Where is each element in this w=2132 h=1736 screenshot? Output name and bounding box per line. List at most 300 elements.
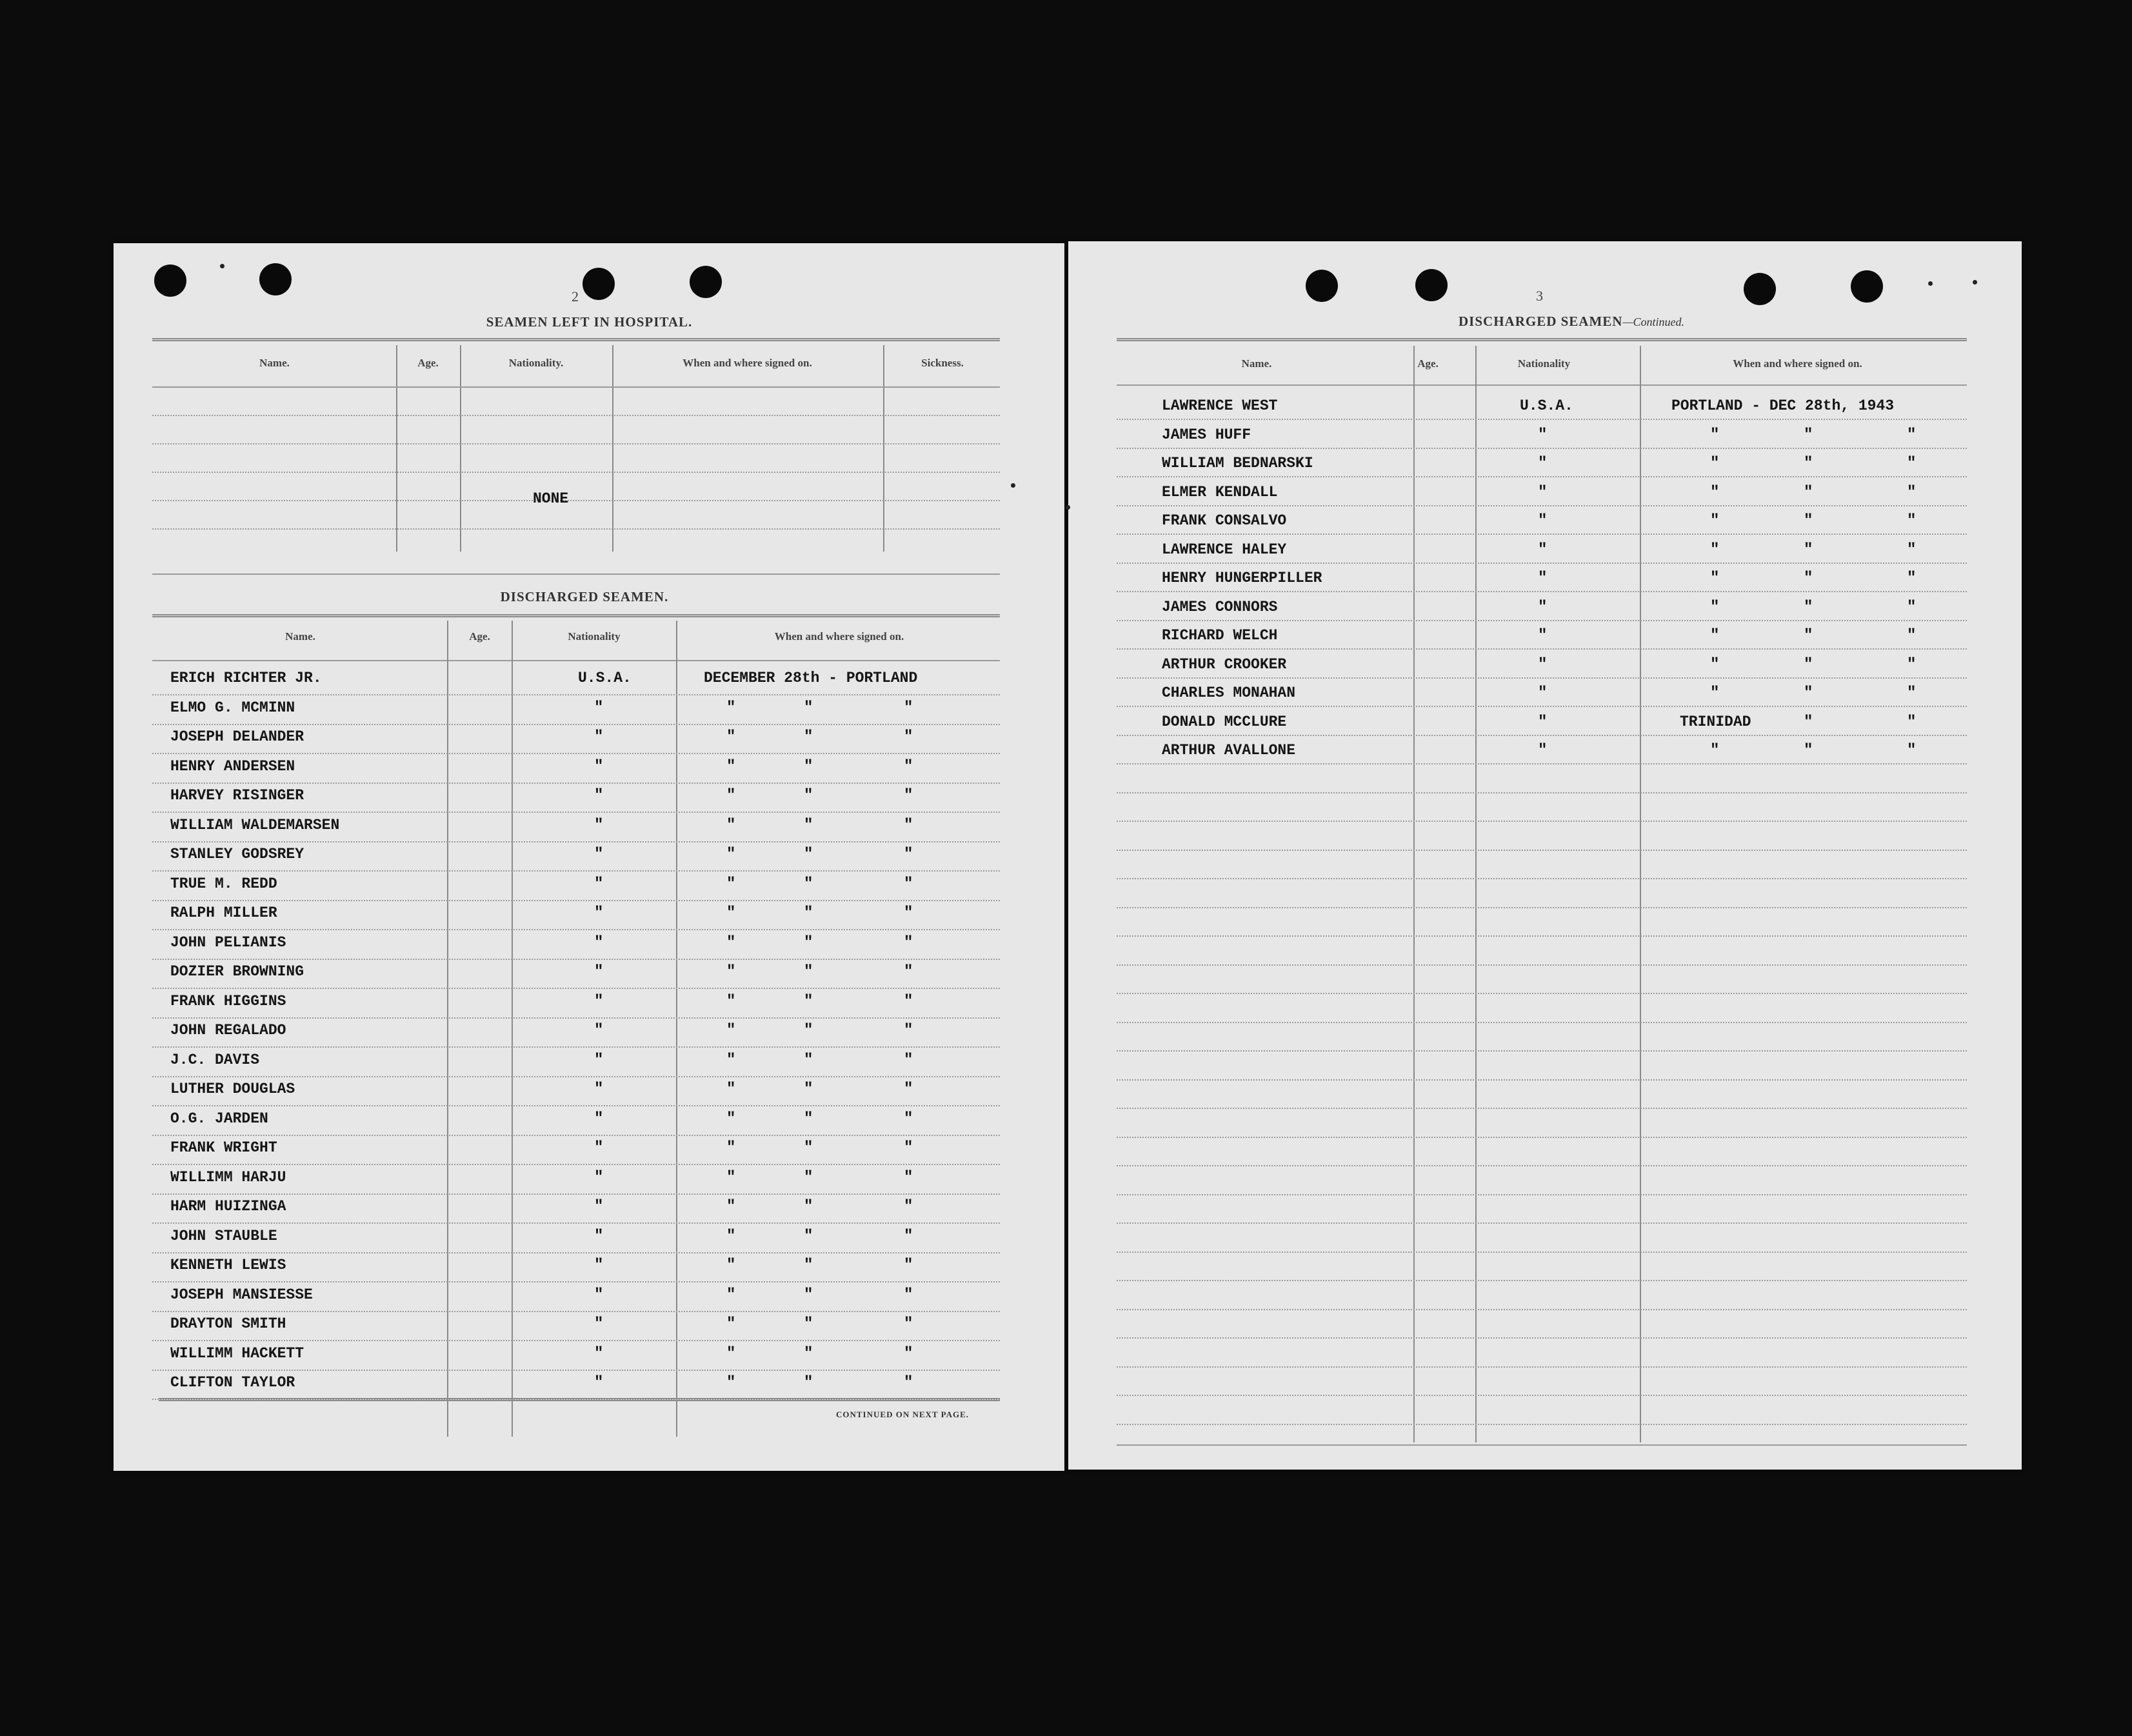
page-number: 3 — [1536, 288, 1543, 304]
signed-on-ditto: " — [726, 1374, 736, 1392]
nationality-value: " — [594, 875, 604, 893]
signed-on-ditto: " — [726, 787, 736, 804]
row-line — [1117, 907, 1967, 908]
seaman-name: KENNETH LEWIS — [170, 1257, 286, 1273]
signed-on-ditto: " — [726, 1022, 736, 1039]
row-line — [1117, 1252, 1967, 1253]
title-text: DISCHARGED SEAMEN — [1459, 314, 1623, 329]
signed-on-ditto: " — [904, 1344, 913, 1362]
signed-on-ditto: " — [804, 992, 813, 1010]
signed-on-ditto: " — [904, 1110, 913, 1128]
signed-on-ditto: " — [904, 875, 913, 893]
signed-on-ditto: " — [726, 1168, 736, 1186]
nationality-value: " — [594, 1139, 604, 1157]
nationality-value: " — [594, 963, 604, 981]
signed-on-ditto: " — [904, 846, 913, 863]
signed-on-ditto: " — [804, 1227, 813, 1245]
signed-on-ditto: " — [804, 1139, 813, 1157]
speck — [1973, 280, 1977, 284]
signed-on-ditto: " — [726, 1051, 736, 1069]
seaman-name: ARTHUR AVALLONE — [1162, 742, 1296, 759]
signed-on-ditto: " — [804, 1022, 813, 1039]
row-line — [1117, 964, 1967, 966]
nationality-value: " — [594, 1110, 604, 1128]
row-line — [1117, 1366, 1967, 1368]
punch-hole — [583, 268, 615, 300]
signed-on-ditto: " — [1804, 713, 1813, 731]
row-line — [1117, 620, 1967, 621]
signed-on-ditto: " — [904, 1139, 913, 1157]
signed-on-ditto: " — [1907, 742, 1917, 759]
signed-on-ditto: " — [726, 1257, 736, 1274]
row-line — [152, 1046, 1000, 1048]
signed-on-ditto: " — [1710, 742, 1720, 759]
rule — [152, 338, 1000, 341]
signed-on-ditto: " — [904, 992, 913, 1010]
seaman-name: JOHN STAUBLE — [170, 1227, 277, 1244]
row-line — [1117, 763, 1967, 764]
header-underline — [1117, 384, 1967, 386]
nationality-value: " — [594, 728, 604, 746]
signed-on-ditto: " — [726, 875, 736, 893]
signed-on-ditto: " — [1804, 426, 1813, 444]
seaman-name: HARM HUIZINGA — [170, 1198, 286, 1215]
signed-on-ditto: " — [726, 728, 736, 746]
seaman-name: STANLEY GODSREY — [170, 846, 304, 863]
seaman-name: WILLIAM WALDEMARSEN — [170, 816, 340, 833]
signed-on-ditto: " — [1804, 455, 1813, 472]
nationality-value: " — [1538, 483, 1548, 501]
nationality-value: " — [1538, 684, 1548, 702]
nationality-value: U.S.A. — [578, 670, 632, 686]
seaman-name: DRAYTON SMITH — [170, 1315, 286, 1332]
signed-on-ditto: " — [1710, 455, 1720, 472]
signed-on-ditto: " — [726, 846, 736, 863]
signed-on-ditto: " — [804, 787, 813, 804]
seaman-name: CLIFTON TAYLOR — [170, 1374, 295, 1391]
signed-on-ditto: " — [726, 1344, 736, 1362]
row-line — [1117, 993, 1967, 994]
col-nationality: Nationality — [1517, 357, 1571, 370]
speck — [1011, 483, 1015, 488]
signed-on-ditto: " — [1907, 512, 1917, 530]
nationality-value: " — [594, 787, 604, 804]
signed-on-ditto: " — [1907, 483, 1917, 501]
signed-on-ditto: " — [1804, 655, 1813, 673]
seaman-name: CHARLES MONAHAN — [1162, 684, 1296, 701]
speck — [220, 264, 224, 268]
signed-on-ditto: " — [1907, 627, 1917, 644]
signed-on-ditto: " — [1907, 541, 1917, 559]
signed-on-ditto: " — [904, 1198, 913, 1215]
signed-on-ditto: " — [804, 1110, 813, 1128]
rule — [159, 1398, 1000, 1401]
signed-on-ditto: " — [904, 1022, 913, 1039]
nationality-value: " — [594, 1081, 604, 1098]
signed-on-ditto: " — [726, 1198, 736, 1215]
signed-on-ditto: " — [726, 1227, 736, 1245]
seaman-name: ELMER KENDALL — [1162, 483, 1278, 501]
left-page — [114, 243, 1064, 1471]
seaman-name: HENRY ANDERSEN — [170, 757, 295, 775]
punch-hole — [1415, 269, 1448, 301]
signed-on-ditto: " — [726, 963, 736, 981]
seaman-name: LUTHER DOUGLAS — [170, 1081, 295, 1097]
nationality-value: U.S.A. — [1520, 397, 1573, 414]
signed-on-ditto: " — [804, 1374, 813, 1392]
col-sickness: Sickness. — [921, 357, 964, 369]
signed-on-ditto: " — [904, 933, 913, 952]
row-line — [152, 443, 1000, 444]
row-line — [1117, 1222, 1967, 1224]
row-line — [152, 753, 1000, 754]
signed-on-ditto: " — [904, 816, 913, 834]
seaman-name: FRANK WRIGHT — [170, 1139, 277, 1156]
row-line — [1117, 1108, 1967, 1109]
signed-on-ditto: " — [726, 1139, 736, 1157]
row-line — [1117, 648, 1967, 650]
col-nationality: Nationality — [568, 630, 621, 643]
nationality-value: " — [1538, 541, 1548, 559]
signed-on-ditto: " — [904, 904, 913, 922]
rule — [152, 614, 1000, 617]
signed-on-ditto: " — [804, 875, 813, 893]
nationality-value: " — [594, 757, 604, 775]
row-line — [152, 1193, 1000, 1195]
page-number: 2 — [572, 288, 579, 304]
signed-on-ditto: " — [904, 728, 913, 746]
signed-on-ditto: " — [726, 904, 736, 922]
header-underline — [152, 660, 1000, 661]
seaman-name: JOSEPH DELANDER — [170, 728, 304, 745]
signed-on-ditto: " — [804, 933, 813, 952]
row-line — [152, 1076, 1000, 1077]
signed-on-ditto: " — [904, 1051, 913, 1069]
seaman-name: WILLIAM BEDNARSKI — [1162, 455, 1313, 472]
signed-on-ditto: " — [1710, 570, 1720, 587]
row-line — [1117, 935, 1967, 937]
title-suffix: —Continued. — [1622, 315, 1684, 328]
row-line — [1117, 476, 1967, 477]
nationality-value: " — [594, 904, 604, 922]
punch-hole — [259, 263, 292, 295]
signed-on-ditto: " — [726, 1081, 736, 1098]
nationality-value: " — [594, 1286, 604, 1304]
speck — [1066, 505, 1070, 510]
row-line — [152, 1311, 1000, 1312]
row-line — [152, 870, 1000, 872]
row-line — [1117, 1280, 1967, 1281]
signed-on-ditto: " — [1907, 684, 1917, 702]
signed-on-ditto: " — [804, 1257, 813, 1274]
signed-on-ditto: " — [804, 904, 813, 922]
signed-on-ditto: " — [1907, 570, 1917, 587]
seaman-name: FRANK CONSALVO — [1162, 512, 1287, 529]
col-signed-on: When and where signed on. — [1733, 357, 1862, 370]
col-name: Name. — [259, 357, 290, 369]
signed-on-ditto: " — [904, 1227, 913, 1245]
signed-on-ditto: " — [726, 1110, 736, 1128]
signed-on-ditto: " — [726, 816, 736, 834]
nationality-value: " — [594, 1198, 604, 1215]
seaman-name: DONALD MCCLURE — [1162, 713, 1287, 730]
row-line — [152, 1105, 1000, 1106]
row-line — [1117, 1424, 1967, 1425]
signed-on-ditto: " — [904, 1315, 913, 1333]
nationality-value: " — [1538, 512, 1548, 530]
signed-on-ditto: " — [1804, 742, 1813, 759]
nationality-value: " — [1538, 655, 1548, 673]
seaman-name: RALPH MILLER — [170, 904, 277, 921]
row-line — [1117, 1337, 1967, 1339]
seaman-name: O.G. JARDEN — [170, 1110, 268, 1127]
row-line — [1117, 878, 1967, 879]
row-line — [1117, 419, 1967, 420]
row-line — [152, 959, 1000, 960]
row-line — [1117, 850, 1967, 851]
signed-on-ditto: " — [726, 1315, 736, 1333]
nationality-value: " — [594, 1051, 604, 1069]
signed-on-ditto: " — [804, 1198, 813, 1215]
col-divider — [612, 345, 613, 552]
signed-on-ditto: " — [1710, 684, 1720, 702]
rule — [152, 574, 1000, 575]
nationality-value: " — [594, 1168, 604, 1186]
signed-on-ditto: " — [1804, 483, 1813, 501]
seaman-name: JOHN REGALADO — [170, 1022, 286, 1039]
row-line — [1117, 1309, 1967, 1310]
signed-on-ditto: " — [804, 1344, 813, 1362]
row-line — [1117, 821, 1967, 822]
nationality-value: " — [594, 1344, 604, 1362]
col-name: Name. — [1241, 357, 1272, 370]
seaman-name: WILLIMM HARJU — [170, 1168, 286, 1186]
row-line — [1117, 505, 1967, 506]
row-line — [152, 472, 1000, 473]
hospital-none-entry: NONE — [533, 490, 569, 507]
row-line — [152, 528, 1000, 530]
col-nationality: Nationality. — [508, 357, 564, 369]
signed-on-ditto: " — [1804, 684, 1813, 702]
punch-hole — [154, 264, 186, 297]
signed-on-ditto: " — [904, 757, 913, 775]
col-age: Age. — [417, 357, 439, 369]
signed-on-ditto: " — [804, 1286, 813, 1304]
col-signed-on: When and where signed on. — [682, 357, 812, 369]
signed-on-ditto: " — [1804, 598, 1813, 616]
signed-on-value: DECEMBER 28th - PORTLAND — [704, 670, 918, 686]
row-line — [152, 1135, 1000, 1136]
seaman-name: ARTHUR CROOKER — [1162, 655, 1287, 673]
signed-on-ditto: " — [804, 1051, 813, 1069]
nationality-value: " — [594, 846, 604, 863]
seaman-name: WILLIMM HACKETT — [170, 1344, 304, 1362]
seaman-name: JAMES CONNORS — [1162, 598, 1278, 615]
nationality-value: " — [594, 992, 604, 1010]
nationality-value: " — [594, 933, 604, 952]
col-divider — [447, 621, 448, 1437]
signed-on-ditto: " — [804, 1081, 813, 1098]
signed-on-ditto: " — [804, 699, 813, 717]
nationality-value: " — [594, 1022, 604, 1039]
col-divider — [1640, 346, 1641, 1442]
signed-on-ditto: " — [804, 1315, 813, 1333]
seaman-name: JAMES HUFF — [1162, 426, 1251, 443]
row-line — [152, 500, 1000, 501]
signed-on-ditto: " — [904, 1286, 913, 1304]
nationality-value: " — [594, 1315, 604, 1333]
seaman-name: TRUE M. REDD — [170, 875, 277, 892]
row-line — [1117, 1079, 1967, 1081]
row-line — [1117, 1395, 1967, 1396]
seaman-name: FRANK HIGGINS — [170, 992, 286, 1010]
seaman-name: J.C. DAVIS — [170, 1051, 260, 1068]
punch-hole — [1306, 270, 1338, 302]
seaman-name: RICHARD WELCH — [1162, 627, 1278, 644]
row-line — [1117, 591, 1967, 592]
row-line — [1117, 792, 1967, 793]
col-name: Name. — [285, 630, 315, 643]
signed-on-ditto: " — [904, 1081, 913, 1098]
signed-on-ditto: " — [804, 846, 813, 863]
nationality-value: " — [594, 1227, 604, 1245]
row-line — [152, 1252, 1000, 1253]
col-divider — [512, 621, 513, 1437]
signed-on-ditto: " — [726, 757, 736, 775]
seaman-name: ERICH RICHTER JR. — [170, 670, 322, 686]
signed-on-ditto: " — [1710, 426, 1720, 444]
seaman-name: ELMO G. MCMINN — [170, 699, 295, 716]
signed-on-value: PORTLAND - DEC 28th, 1943 — [1671, 397, 1895, 414]
signed-on-ditto: " — [904, 699, 913, 717]
row-line — [1117, 563, 1967, 564]
signed-on-ditto: " — [904, 1374, 913, 1392]
signed-on-ditto: " — [726, 933, 736, 952]
signed-on-ditto: " — [1907, 655, 1917, 673]
nationality-value: " — [1538, 742, 1548, 759]
punch-hole — [1744, 273, 1776, 305]
punch-hole — [1851, 270, 1883, 303]
col-signed-on: When and where signed on. — [774, 630, 904, 643]
nationality-value: " — [1538, 627, 1548, 644]
row-line — [152, 694, 1000, 695]
nationality-value: " — [594, 699, 604, 717]
row-line — [1117, 534, 1967, 535]
seaman-name: HENRY HUNGERPILLER — [1162, 570, 1322, 586]
signed-on-ditto: " — [804, 757, 813, 775]
signed-on-ditto: " — [804, 1168, 813, 1186]
col-divider — [676, 621, 677, 1437]
nationality-value: " — [1538, 426, 1548, 444]
col-age: Age. — [469, 630, 490, 643]
row-line — [152, 1017, 1000, 1019]
header-underline — [152, 386, 1000, 388]
row-line — [152, 783, 1000, 784]
signed-on-ditto: " — [1804, 541, 1813, 559]
row-line — [152, 988, 1000, 989]
row-line — [152, 1222, 1000, 1224]
seaman-name: JOSEPH MANSIESSE — [170, 1286, 313, 1303]
col-divider — [883, 345, 884, 552]
col-divider — [460, 345, 461, 552]
row-line — [1117, 1137, 1967, 1138]
row-line — [152, 929, 1000, 930]
signed-on-ditto: " — [904, 1168, 913, 1186]
signed-on-ditto: " — [1710, 512, 1720, 530]
nationality-value: " — [1538, 570, 1548, 587]
signed-on-ditto: " — [726, 992, 736, 1010]
signed-on-ditto: " — [904, 1257, 913, 1274]
signed-on-ditto: " — [1710, 627, 1720, 644]
punch-hole — [690, 266, 722, 298]
signed-on-ditto: " — [1710, 655, 1720, 673]
col-divider — [1413, 346, 1415, 1442]
signed-on-ditto: " — [904, 963, 913, 981]
signed-on-ditto: " — [726, 1286, 736, 1304]
row-line — [152, 900, 1000, 901]
signed-on-ditto: " — [1907, 426, 1917, 444]
nationality-value: " — [594, 1257, 604, 1274]
col-age: Age. — [1417, 357, 1439, 370]
signed-on-ditto: " — [904, 787, 913, 804]
right-page — [1068, 241, 2022, 1470]
nationality-value: " — [594, 816, 604, 834]
seaman-name: LAWRENCE HALEY — [1162, 541, 1287, 558]
discharged-section-title: DISCHARGED SEAMEN. — [500, 589, 669, 604]
nationality-value: " — [1538, 598, 1548, 616]
col-divider — [1475, 346, 1477, 1442]
hospital-section-title: SEAMEN LEFT IN HOSPITAL. — [486, 314, 693, 330]
nationality-value: " — [1538, 455, 1548, 472]
bottom-rule — [1117, 1444, 1967, 1446]
row-line — [1117, 1194, 1967, 1195]
row-line — [1117, 448, 1967, 449]
seaman-name: DOZIER BROWNING — [170, 963, 304, 980]
signed-on-ditto: " — [1907, 455, 1917, 472]
row-line — [152, 841, 1000, 843]
row-line — [1117, 735, 1967, 736]
signed-on-ditto: " — [804, 816, 813, 834]
row-line — [152, 724, 1000, 725]
signed-on-ditto: " — [1710, 598, 1720, 616]
continued-note: CONTINUED ON NEXT PAGE. — [836, 1410, 969, 1419]
signed-on-ditto: " — [804, 728, 813, 746]
row-line — [152, 415, 1000, 416]
signed-on-ditto: " — [1710, 483, 1720, 501]
nationality-value: " — [1538, 713, 1548, 731]
seaman-name: LAWRENCE WEST — [1162, 397, 1278, 414]
signed-on-ditto: " — [804, 963, 813, 981]
signed-on-ditto: " — [1804, 512, 1813, 530]
row-line — [152, 1281, 1000, 1282]
signed-on-ditto: " — [1907, 598, 1917, 616]
col-divider — [396, 345, 397, 552]
signed-on-value: TRINIDAD — [1680, 713, 1751, 730]
discharged-continued-title — [1410, 314, 1733, 330]
nationality-value: " — [594, 1374, 604, 1392]
seaman-name: JOHN PELIANIS — [170, 933, 286, 951]
row-line — [1117, 1165, 1967, 1166]
signed-on-ditto: " — [1804, 627, 1813, 644]
row-line — [1117, 677, 1967, 679]
row-line — [152, 1164, 1000, 1165]
seaman-name: HARVEY RISINGER — [170, 787, 304, 804]
signed-on-ditto: " — [1907, 713, 1917, 731]
row-line — [1117, 1050, 1967, 1052]
signed-on-ditto: " — [1710, 541, 1720, 559]
signed-on-ditto: " — [1804, 570, 1813, 587]
row-line — [1117, 1022, 1967, 1023]
